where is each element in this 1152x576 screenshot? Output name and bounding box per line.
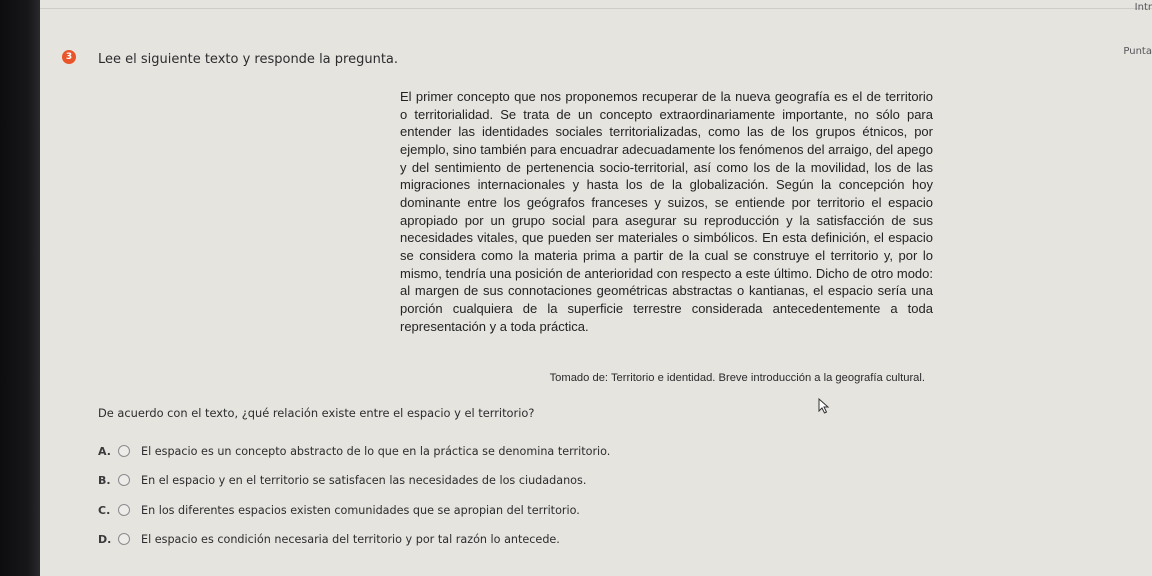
option-a[interactable]	[98, 443, 610, 459]
corner-label: Intr	[1134, 2, 1152, 13]
option-a-letter: A.	[98, 444, 111, 458]
option-c-radio[interactable]	[118, 504, 130, 516]
score-label: Punta	[1123, 46, 1152, 57]
option-c[interactable]	[98, 502, 580, 518]
option-d-text[interactable]: El espacio es condición necesaria del territorio y por tal razón lo antecede.	[141, 532, 560, 546]
option-b-letter: B.	[98, 473, 111, 487]
option-a-text[interactable]: El espacio es un concepto abstracto de lo que en la práctica se denomina territorio.	[141, 444, 611, 458]
option-c-letter: C.	[98, 503, 111, 517]
screen-bezel	[0, 0, 40, 576]
question-prompt: De acuerdo con el texto, ¿qué relación existe entre el espacio y el territorio?	[98, 406, 535, 420]
passage-source: Tomado de: Territorio e identidad. Breve introducción a la geografía cultural.	[549, 372, 925, 384]
option-c-text[interactable]: En los diferentes espacios existen comunidades que se apropian del territorio.	[141, 503, 580, 517]
reading-passage: El primer concepto que nos proponemos recuperar de la nueva geografía es el de territorio o territorialidad. Se trata de un concepto extraordinariamente importante, no sólo para entender las identidades sociales territorializadas, como las de los grupos étnicos, por ejemplo, sino también para encuadrar adecuadamente los fenómenos del arraigo, del apego y del sentimiento de pertenencia socio-territorial, así como los de la movilidad, los de las migraciones internacionales y hasta los de la globalización. Según la concepción hoy dominante entre los geógrafos franceses y suizos, se entiende por territorio el espacio apropiado por un grupo social para asegurar su reproducción y la satisfacción de sus necesidades vitales, que pueden ser materiales o simbólicos. En esta definición, el espacio se considera como la materia prima a partir de la cual se construye el territorio y, por lo mismo, tendría una posición de anterioridad con respecto a este último. Dicho de otro modo: al margen de sus connotaciones geométricas abstractas o kantianas, el espacio sería una porción cualquiera de la superficie terrestre considerada antecedentemente a toda representación y a toda práctica.	[400, 89, 933, 334]
question-number-badge: 3	[62, 50, 76, 64]
top-divider	[40, 0, 1152, 9]
option-d-letter: D.	[98, 532, 112, 546]
option-d-radio[interactable]	[118, 533, 130, 545]
option-b-text[interactable]: En el espacio y en el territorio se satisfacen las necesidades de los ciudadanos.	[141, 473, 587, 487]
question-instruction: Lee el siguiente texto y responde la pregunta.	[98, 52, 399, 67]
option-d[interactable]	[98, 531, 560, 547]
option-b-radio[interactable]	[118, 474, 130, 486]
option-a-radio[interactable]	[118, 445, 130, 457]
mouse-pointer-icon	[818, 398, 830, 414]
option-b[interactable]	[98, 472, 586, 488]
